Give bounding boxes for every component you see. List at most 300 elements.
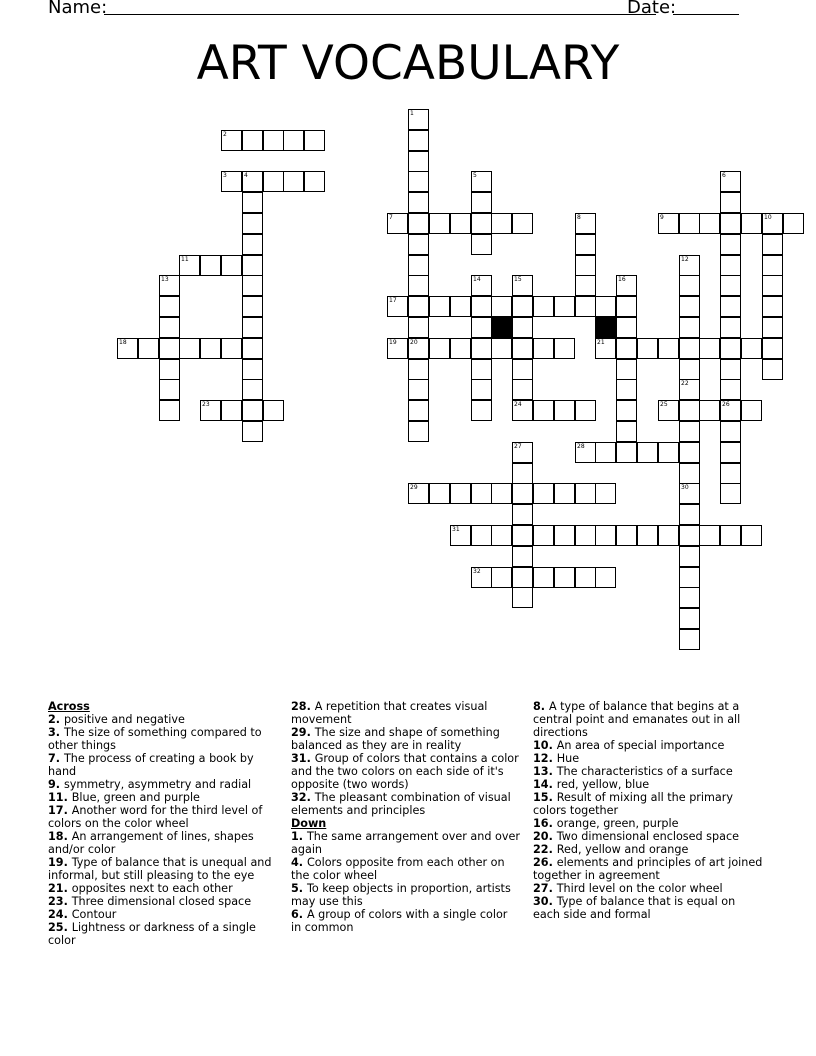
grid-cell[interactable] (304, 171, 325, 192)
grid-cell[interactable] (242, 130, 263, 151)
clue-item-number: 25. (48, 921, 72, 934)
grid-cell[interactable] (762, 317, 783, 338)
clue-number: 1 (410, 110, 414, 117)
down-heading: Down (291, 817, 327, 830)
grid-cell[interactable] (179, 255, 200, 276)
grid-cell[interactable] (200, 400, 221, 421)
grid-cell[interactable] (512, 275, 533, 296)
clue-item-number: 23. (48, 895, 72, 908)
grid-cell[interactable] (699, 213, 720, 234)
grid-cell[interactable] (658, 338, 679, 359)
grid-cell[interactable] (699, 525, 720, 546)
clue-item-number: 27. (533, 882, 557, 895)
grid-cell[interactable] (741, 525, 762, 546)
clue-number: 3 (223, 172, 227, 179)
grid-cell[interactable] (491, 483, 512, 504)
grid-cell[interactable] (450, 338, 471, 359)
grid-cell[interactable] (450, 213, 471, 234)
grid-cell[interactable] (491, 567, 512, 588)
clue-item-text: The process of creating a book by hand (48, 752, 254, 778)
clue-item-text: Lightness or darkness of a single color (48, 921, 256, 947)
clue-item (533, 739, 763, 752)
grid-cell[interactable] (471, 379, 492, 400)
clue-number: 18 (119, 339, 127, 346)
grid-cell[interactable] (679, 525, 700, 546)
clue-item (48, 778, 278, 791)
clue-item-text: symmetry, asymmetry and radial (63, 778, 252, 791)
grid-cell[interactable] (471, 192, 492, 213)
grid-cell[interactable] (783, 213, 804, 234)
grid-cell[interactable] (408, 421, 429, 442)
name-label: Name: (48, 0, 108, 18)
clue-item (48, 908, 278, 921)
clue-item (291, 700, 521, 726)
grid-cell[interactable] (471, 483, 492, 504)
clue-number: 4 (244, 172, 248, 179)
grid-cell[interactable] (699, 400, 720, 421)
grid-cell[interactable] (263, 171, 284, 192)
clue-number: 9 (660, 214, 664, 221)
clue-number: 14 (473, 276, 481, 283)
clue-item-text: A type of balance that begins at a central point and emanates out in all directions (533, 700, 741, 739)
clue-number: 17 (389, 297, 397, 304)
clue-number: 12 (681, 256, 689, 263)
grid-cell[interactable] (491, 213, 512, 234)
grid-cell[interactable] (159, 296, 180, 317)
clue-item-text: An area of special importance (556, 739, 725, 752)
grid-cell[interactable] (429, 483, 450, 504)
grid-cell[interactable] (575, 442, 596, 463)
grid-cell[interactable] (595, 338, 616, 359)
grid-cell[interactable] (679, 338, 700, 359)
grid-cell[interactable] (679, 317, 700, 338)
clue-item-number: 4. (291, 856, 307, 869)
clue-item-text: Type of balance that is equal on each side and formal (533, 895, 736, 921)
grid-cell[interactable] (242, 255, 263, 276)
grid-cell[interactable] (408, 296, 429, 317)
grid-cell[interactable] (512, 317, 533, 338)
grid-cell[interactable] (138, 338, 159, 359)
grid-cell[interactable] (242, 379, 263, 400)
grid-cell[interactable] (679, 296, 700, 317)
clue-number: 23 (202, 401, 210, 408)
grid-cell[interactable] (408, 109, 429, 130)
clue-item-text: The characteristics of a surface (556, 765, 733, 778)
grid-cell[interactable] (408, 359, 429, 380)
grid-cell[interactable] (575, 234, 596, 255)
clue-number: 7 (389, 214, 393, 221)
grid-cell[interactable] (679, 546, 700, 567)
clue-number: 2 (223, 131, 227, 138)
clue-item (533, 817, 763, 830)
grid-cell[interactable] (242, 421, 263, 442)
grid-cell[interactable] (679, 255, 700, 276)
clue-item (291, 908, 521, 934)
grid-cell[interactable] (242, 338, 263, 359)
clue-item (533, 765, 763, 778)
grid-cell[interactable] (679, 587, 700, 608)
grid-cell[interactable] (533, 483, 554, 504)
grid-cell[interactable] (179, 338, 200, 359)
grid-cell[interactable] (512, 463, 533, 484)
clue-item (48, 791, 278, 804)
grid-cell[interactable] (471, 213, 492, 234)
grid-cell[interactable] (679, 608, 700, 629)
grid-cell[interactable] (512, 379, 533, 400)
grid-cell[interactable] (720, 255, 741, 276)
clue-item (291, 791, 521, 817)
clue-number: 28 (577, 443, 585, 450)
grid-cell[interactable] (387, 338, 408, 359)
grid-cell[interactable] (679, 379, 700, 400)
clue-item (48, 921, 278, 947)
grid-cell[interactable] (408, 151, 429, 172)
grid-cell[interactable] (554, 567, 575, 588)
grid-cell[interactable] (450, 296, 471, 317)
page-title: ART VOCABULARY (196, 36, 620, 91)
grid-cell[interactable] (387, 296, 408, 317)
grid-cell[interactable] (575, 213, 596, 234)
grid-cell[interactable] (471, 400, 492, 421)
grid-cell[interactable] (575, 296, 596, 317)
grid-cell[interactable] (408, 483, 429, 504)
grid-cell[interactable] (741, 400, 762, 421)
grid-cell[interactable] (616, 525, 637, 546)
grid-cell[interactable] (762, 338, 783, 359)
grid-cell[interactable] (720, 463, 741, 484)
clue-column-2 (291, 700, 521, 934)
grid-cell[interactable] (637, 525, 658, 546)
grid-cell[interactable] (595, 483, 616, 504)
grid-cell[interactable] (283, 130, 304, 151)
grid-cell[interactable] (512, 400, 533, 421)
clue-item-text: The same arrangement over and over again (291, 830, 520, 856)
grid-cell[interactable] (741, 338, 762, 359)
clue-item-text: Blue, green and purple (71, 791, 200, 804)
clue-item (48, 830, 278, 856)
grid-cell[interactable] (616, 296, 637, 317)
grid-cell[interactable] (200, 338, 221, 359)
grid-cell[interactable] (720, 213, 741, 234)
grid-cell[interactable] (595, 442, 616, 463)
grid-cell[interactable] (159, 338, 180, 359)
clue-item-number: 29. (291, 726, 315, 739)
grid-cell[interactable] (242, 213, 263, 234)
grid-cell[interactable] (679, 442, 700, 463)
grid-cell[interactable] (408, 317, 429, 338)
clue-item-number: 11. (48, 791, 72, 804)
grid-cell[interactable] (679, 504, 700, 525)
grid-cell[interactable] (554, 400, 575, 421)
clue-item-text: The size and shape of something balanced as they are in reality (291, 726, 500, 752)
clue-item-number: 6. (291, 908, 307, 921)
grid-cell[interactable] (720, 421, 741, 442)
clue-item (291, 726, 521, 752)
grid-cell[interactable] (679, 400, 700, 421)
grid-cell[interactable] (221, 338, 242, 359)
grid-cell[interactable] (408, 213, 429, 234)
grid-cell[interactable] (554, 525, 575, 546)
clue-item-text: Type of balance that is unequal and informal, but still pleasing to the eye (48, 856, 272, 882)
grid-cell[interactable] (159, 359, 180, 380)
across-heading: Across (48, 700, 90, 713)
grid-cell[interactable] (408, 192, 429, 213)
clue-column-3 (533, 700, 763, 921)
grid-cell[interactable] (616, 442, 637, 463)
grid-cell[interactable] (450, 525, 471, 546)
grid-cell[interactable] (242, 171, 263, 192)
clue-item-number: 26. (533, 856, 557, 869)
clue-item-number: 30. (533, 895, 557, 908)
grid-cell[interactable] (575, 567, 596, 588)
grid-cell[interactable] (658, 442, 679, 463)
grid-cell[interactable] (658, 213, 679, 234)
clue-item-number: 14. (533, 778, 557, 791)
clue-item (533, 856, 763, 882)
grid-cell[interactable] (575, 525, 596, 546)
clue-item-text: A repetition that creates visual movement (291, 700, 488, 726)
grid-cell[interactable] (720, 442, 741, 463)
grid-cell[interactable] (575, 255, 596, 276)
grid-cell[interactable] (221, 171, 242, 192)
clue-number: 6 (722, 172, 726, 179)
grid-cell[interactable] (471, 338, 492, 359)
clue-item-number: 13. (533, 765, 557, 778)
grid-cell[interactable] (533, 338, 554, 359)
grid-cell[interactable] (720, 525, 741, 546)
clue-item-number: 1. (291, 830, 307, 843)
grid-cell[interactable] (512, 567, 533, 588)
clue-number: 5 (473, 172, 477, 179)
clue-item-text: Three dimensional closed space (71, 895, 252, 908)
grid-cell[interactable] (450, 483, 471, 504)
grid-cell[interactable] (512, 296, 533, 317)
grid-cell[interactable] (595, 525, 616, 546)
grid-cell[interactable] (679, 567, 700, 588)
grid-cell[interactable] (221, 400, 242, 421)
clue-item-text: red, yellow, blue (556, 778, 650, 791)
grid-cell[interactable] (720, 317, 741, 338)
grid-cell[interactable] (679, 463, 700, 484)
grid-cell[interactable] (491, 525, 512, 546)
grid-cell[interactable] (595, 296, 616, 317)
grid-cell[interactable] (408, 130, 429, 151)
clue-item-number: 17. (48, 804, 72, 817)
grid-cell[interactable] (512, 504, 533, 525)
clue-number: 31 (452, 526, 460, 533)
grid-cell[interactable] (762, 275, 783, 296)
clue-item-number: 18. (48, 830, 72, 843)
clue-item-text: The pleasant combination of visual elements and principles (291, 791, 511, 817)
grid-cell[interactable] (533, 567, 554, 588)
grid-cell[interactable] (533, 400, 554, 421)
clue-item-number: 15. (533, 791, 557, 804)
grid-cell[interactable] (720, 379, 741, 400)
grid-cell[interactable] (408, 171, 429, 192)
clue-number: 24 (514, 401, 522, 408)
grid-cell[interactable] (679, 483, 700, 504)
grid-cell[interactable] (159, 379, 180, 400)
grid-cell[interactable] (720, 234, 741, 255)
grid-cell[interactable] (471, 234, 492, 255)
date-label: Date: (627, 0, 677, 18)
clue-item-text: positive and negative (63, 713, 185, 726)
grid-cell[interactable] (408, 338, 429, 359)
grid-cell[interactable] (159, 317, 180, 338)
grid-cell[interactable] (200, 255, 221, 276)
grid-cell[interactable] (616, 275, 637, 296)
clue-item-text: Third level on the color wheel (556, 882, 723, 895)
grid-cell[interactable] (242, 275, 263, 296)
grid-cell[interactable] (512, 213, 533, 234)
grid-cell[interactable] (242, 359, 263, 380)
grid-cell[interactable] (679, 213, 700, 234)
grid-cell[interactable] (741, 213, 762, 234)
clue-number: 10 (764, 214, 772, 221)
grid-cell[interactable] (408, 275, 429, 296)
clue-item-text: Another word for the third level of colors on the color wheel (48, 804, 263, 830)
grid-cell[interactable] (762, 213, 783, 234)
grid-cell[interactable] (221, 130, 242, 151)
clue-number: 16 (618, 276, 626, 283)
grid-cell[interactable] (429, 296, 450, 317)
grid-cell[interactable] (720, 192, 741, 213)
grid-cell[interactable] (242, 317, 263, 338)
clue-item-number: 9. (48, 778, 64, 791)
grid-cell[interactable] (679, 275, 700, 296)
grid-cell[interactable] (512, 587, 533, 608)
grid-cell[interactable] (658, 400, 679, 421)
grid-cell[interactable] (575, 400, 596, 421)
grid-cell[interactable] (159, 400, 180, 421)
clue-number: 29 (410, 484, 418, 491)
grid-cell[interactable] (616, 317, 637, 338)
grid-cell[interactable] (720, 296, 741, 317)
grid-cell[interactable] (616, 421, 637, 442)
grid-cell[interactable] (242, 400, 263, 421)
grid-cell[interactable] (221, 255, 242, 276)
clue-item-text: opposites next to each other (71, 882, 233, 895)
clue-item (533, 791, 763, 817)
grid-cell[interactable] (471, 275, 492, 296)
clue-item-text: Result of mixing all the primary colors together (533, 791, 733, 817)
grid-cell[interactable] (658, 525, 679, 546)
grid-cell[interactable] (679, 629, 700, 650)
grid-cell[interactable] (720, 338, 741, 359)
grid-cell[interactable] (512, 359, 533, 380)
clue-item (48, 713, 278, 726)
clue-item (533, 882, 763, 895)
grid-cell[interactable] (554, 296, 575, 317)
clue-item (533, 843, 763, 856)
grid-cell[interactable] (720, 275, 741, 296)
grid-cell[interactable] (720, 171, 741, 192)
grid-cell[interactable] (720, 359, 741, 380)
grid-cell[interactable] (471, 171, 492, 192)
grid-cell[interactable] (283, 171, 304, 192)
grid-cell[interactable] (616, 338, 637, 359)
grid-cell[interactable] (491, 296, 512, 317)
clue-item-text: Contour (71, 908, 117, 921)
clue-number: 20 (410, 339, 418, 346)
grid-cell[interactable] (471, 317, 492, 338)
grid-cell[interactable] (533, 296, 554, 317)
grid-cell[interactable] (762, 234, 783, 255)
grid-cell[interactable] (408, 379, 429, 400)
grid-cell[interactable] (595, 567, 616, 588)
grid-cell[interactable] (471, 567, 492, 588)
clue-item (48, 726, 278, 752)
grid-cell[interactable] (575, 275, 596, 296)
grid-cell[interactable] (263, 130, 284, 151)
clue-item-number: 5. (291, 882, 307, 895)
clue-number: 21 (597, 339, 605, 346)
grid-cell[interactable] (408, 400, 429, 421)
grid-cell[interactable] (242, 234, 263, 255)
grid-cell[interactable] (616, 379, 637, 400)
grid-cell[interactable] (720, 483, 741, 504)
grid-cell[interactable] (512, 442, 533, 463)
grid-cell[interactable] (762, 359, 783, 380)
clue-item-number: 3. (48, 726, 64, 739)
grid-cell[interactable] (471, 296, 492, 317)
clue-item-text: elements and principles of art joined together in agreement (533, 856, 763, 882)
clue-item-text: Two dimensional enclosed space (556, 830, 739, 843)
grid-cell[interactable] (637, 338, 658, 359)
grid-cell[interactable] (575, 483, 596, 504)
grid-cell[interactable] (762, 296, 783, 317)
grid-cell[interactable] (491, 338, 512, 359)
clue-item (48, 895, 278, 908)
clue-item (533, 752, 763, 765)
grid-cell[interactable] (616, 400, 637, 421)
clue-item-number: 31. (291, 752, 315, 765)
grid-cell[interactable] (512, 546, 533, 567)
clue-item (291, 752, 521, 791)
grid-cell[interactable] (408, 255, 429, 276)
grid-cell[interactable] (699, 338, 720, 359)
grid-cell[interactable] (679, 359, 700, 380)
grid-cell[interactable] (616, 359, 637, 380)
clue-item (291, 882, 521, 908)
grid-cell[interactable] (720, 400, 741, 421)
clue-item-text: Group of colors that contains a color and the two colors on each side of it's opposite (two words) (291, 752, 519, 791)
grid-cell[interactable] (387, 213, 408, 234)
grid-cell[interactable] (554, 338, 575, 359)
grid-cell[interactable] (159, 275, 180, 296)
grid-cell[interactable] (242, 296, 263, 317)
grid-cell[interactable] (533, 525, 554, 546)
grid-cell[interactable] (637, 442, 658, 463)
grid-cell[interactable] (408, 234, 429, 255)
grid-cell[interactable] (429, 338, 450, 359)
grid-cell[interactable] (512, 525, 533, 546)
grid-cell[interactable] (512, 338, 533, 359)
grid-cell[interactable] (471, 359, 492, 380)
grid-cell[interactable] (471, 525, 492, 546)
grid-cell[interactable] (554, 483, 575, 504)
grid-cell[interactable] (429, 213, 450, 234)
clue-item-number: 19. (48, 856, 72, 869)
grid-cell[interactable] (762, 255, 783, 276)
grid-cell[interactable] (304, 130, 325, 151)
grid-cell[interactable] (512, 483, 533, 504)
grid-cell[interactable] (117, 338, 138, 359)
grid-cell[interactable] (263, 400, 284, 421)
grid-cell[interactable] (679, 421, 700, 442)
grid-cell[interactable] (242, 192, 263, 213)
clue-item-number: 12. (533, 752, 557, 765)
